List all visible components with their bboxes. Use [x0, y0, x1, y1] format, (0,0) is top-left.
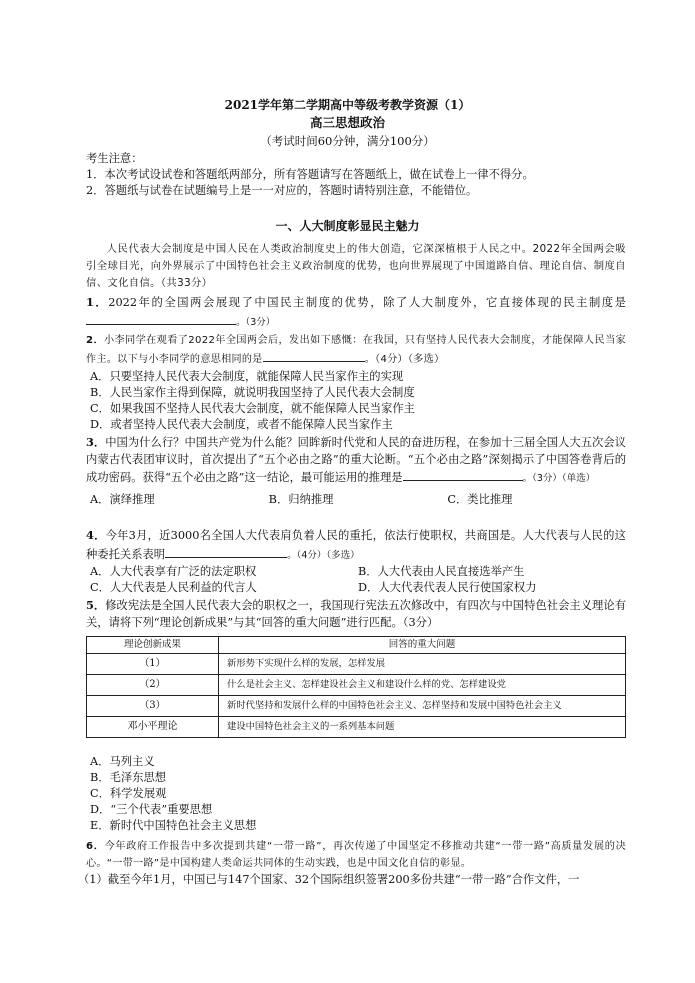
question-number: 4．: [86, 528, 106, 542]
notes-heading: 考生注意：: [86, 152, 143, 165]
notes-item: 2．答题纸与试卷在试题编号上是一一对应的，答题时请特别注意，不能错位。: [86, 184, 478, 197]
option-d: D．“三个代表”重要思想: [90, 803, 213, 816]
table-cell: 建设中国特色社会主义的一系列基本问题: [219, 717, 626, 738]
question-1: [86, 294, 626, 331]
question-2: [86, 332, 626, 433]
option-c: C．科学发展观: [90, 787, 167, 800]
option-b: B．人大代表由人民直接选举产生: [358, 565, 525, 578]
answer-blank[interactable]: [403, 468, 523, 481]
question-score: 。（4分）（多选）: [287, 549, 360, 561]
option-c: C．人大代表是人民利益的代言人: [90, 581, 257, 594]
table-cell: 新形势下实现什么样的发展，怎样发展: [219, 654, 626, 675]
option-d: D．人大代表代表人民行使国家权力: [358, 581, 537, 594]
table-header: 理论创新成果: [87, 637, 219, 654]
question-score: 。（3分）: [236, 316, 276, 328]
question-3: [86, 434, 626, 508]
option-b: B．毛泽东思想: [90, 771, 167, 784]
question-text: 今年3月，近3000名全国人大代表肩负着人民的重托，依法行使职权，共商国是。人大代表与人民的这种委托关系表明: [86, 529, 626, 561]
question-text: 今年政府工作报告中多次提到共建“一带一路”，再次传递了中国坚定不移推动共建“一带一路”高质量发展的决心。“一带一路”是中国构建人类命运共同体的生动实践，也是中国文化自信的彰显。: [86, 841, 627, 869]
question-stem: [86, 527, 626, 564]
question-text: 中国为什么行？中国共产党为什么能？回眸新时代党和人民的奋进历程，在参加十三届全国人大五次会议内蒙古代表团审议时，首次提出了“五个必由之路”的重大论断。“五个必由之路”深刻揭示了中国答卷背后的成功密码。获得“五个必由之路”这一结论，最可能运用的推理是: [86, 436, 626, 484]
option-d: D．或者坚持人民代表大会制度，或者不能保障人民当家作主: [90, 418, 393, 431]
question-6: [78, 838, 627, 889]
question-stem: [86, 294, 626, 331]
option-a: A．马列主义: [90, 755, 155, 768]
question-score: 。（4分）（多选）: [364, 354, 445, 365]
question-stem: [86, 434, 626, 488]
question-number: 6．: [86, 841, 105, 852]
question-text: 小李同学在观看了2022年全国两会后，发出如下感慨：在我国，只有坚持人民代表大会制度，才能保障人民当家作主。以下与小李同学的意思相同的是: [86, 335, 626, 365]
table-header-row: [87, 637, 626, 654]
question-text: 2022年的全国两会展现了中国民主制度的优势，除了人大制度外，它直接体现的民主制度是: [108, 296, 626, 309]
exam-duration: （考试时间60分钟，满分100分）: [260, 134, 435, 148]
option-row: [90, 580, 626, 596]
table-cell[interactable]: （3）: [87, 696, 219, 717]
option-b: B．人民当家作主得到保障，就说明我国坚持了人民代表大会制度: [90, 386, 415, 399]
table-row: [87, 654, 626, 675]
option-row: [90, 492, 626, 508]
table-cell[interactable]: （2）: [87, 675, 219, 696]
table-row: [87, 675, 626, 696]
question-number: 5．: [86, 598, 106, 612]
option-e: E．新时代中国特色社会主义思想: [90, 819, 257, 832]
table-cell[interactable]: （1）: [87, 654, 219, 675]
exam-title: 2021学年第二学期高中等级考教学资源（1）: [224, 98, 471, 112]
section-intro: 人民代表大会制度是中国人民在人类政治制度史上的伟大创造，它深深植根于人民之中。2022年全国两会吸引全球目光，向外界展示了中国特色社会主义政治制度的优势，也向世界展现了中国道路自信、理论自信、制度自信、文化自信。（共33分）: [86, 243, 626, 289]
option-a: A．演绎推理: [90, 492, 155, 506]
option-row: [90, 564, 626, 580]
answer-blank[interactable]: [165, 545, 287, 558]
question-5-options: [86, 754, 626, 834]
question-number: 2．: [86, 335, 104, 346]
sub-question-1: （1）截至今年1月，中国已与147个国家、32个国际组织签署200多份共建“一带一路”合作文件，一: [78, 873, 580, 886]
table-header: 回答的重大问题: [219, 637, 626, 654]
table-row: [87, 717, 626, 738]
matching-table: [86, 636, 626, 738]
notes-item: 1．本次考试设试卷和答题纸两部分，所有答题请写在答题纸上，做在试卷上一律不得分。: [86, 168, 534, 181]
question-stem: [86, 332, 626, 368]
question-stem: [86, 597, 626, 631]
question-text: 修改宪法是全国人民代表大会的职权之一，我国现行宪法五次修改中，有四次与中国特色社会主义理论有关，请将下列“理论创新成果”与其“回答的重大问题”进行匹配。（3分）: [86, 599, 626, 629]
option-a: A．人大代表享有广泛的法定职权: [90, 565, 257, 578]
table-cell: 邓小平理论: [87, 717, 219, 738]
candidate-notes: [86, 151, 626, 199]
section-title: 一、人大制度彰显民主魅力: [275, 219, 420, 233]
question-4: [86, 527, 626, 596]
table-cell: 新时代坚持和发展什么样的中国特色社会主义、怎样坚持和发展中国特色社会主义: [219, 696, 626, 717]
table-row: [87, 696, 626, 717]
question-stem: [86, 838, 626, 872]
option-b: B．归纳推理: [268, 492, 334, 506]
table-cell: 什么是社会主义、怎样建设社会主义和建设什么样的党、怎样建设党: [219, 675, 626, 696]
option-a: A．只要坚持人民代表大会制度，就能保障人民当家作主的实现: [90, 370, 404, 383]
question-score: 。（3分）（单选）: [522, 473, 596, 484]
answer-blank[interactable]: [263, 349, 365, 362]
question-number: 3．: [86, 435, 106, 449]
answer-blank[interactable]: [86, 312, 236, 325]
option-c: C．如果我国不坚持人民代表大会制度，就不能保障人民当家作主: [90, 402, 415, 415]
option-c: C．类比推理: [447, 492, 513, 506]
exam-subject: 高三思想政治: [309, 115, 385, 130]
question-5: [86, 597, 626, 631]
question-number: 1．: [86, 295, 109, 309]
